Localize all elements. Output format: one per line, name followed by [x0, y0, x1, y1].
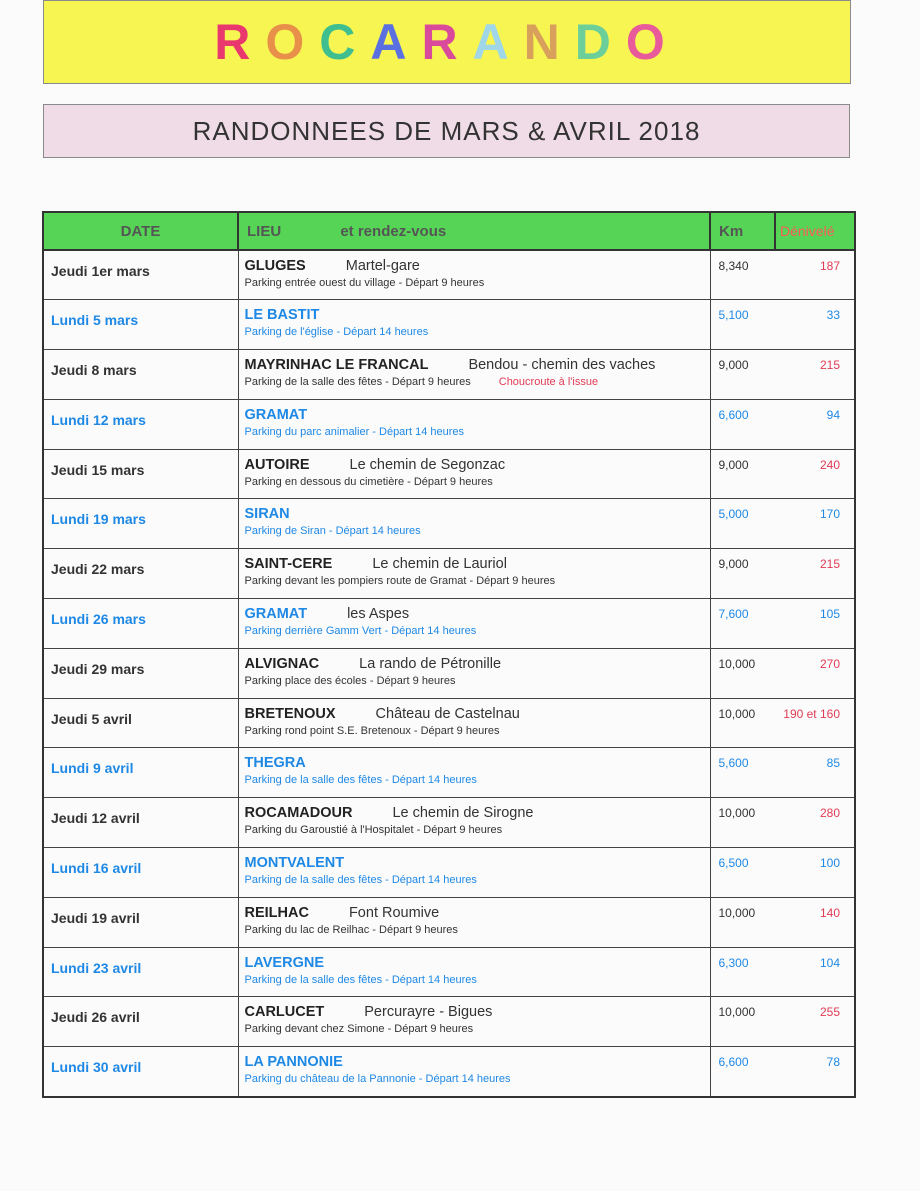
brand-letter: R [214, 14, 266, 70]
row-parking-line [245, 277, 710, 289]
row-lieu-line [245, 1054, 710, 1070]
row-km: 5,000 [710, 499, 775, 549]
row-lieu-line [245, 307, 710, 323]
row-note: Choucroute à l'issue [498, 376, 599, 389]
row-parking: Parking de la salle des fêtes - Départ 14 heures [244, 774, 477, 787]
row-km: 7,600 [710, 599, 775, 649]
header-lieu-sub: et rendez-vous [340, 222, 447, 240]
row-date: Jeudi 19 avril [43, 897, 238, 947]
row-lieu-name: GRAMAT [244, 406, 308, 423]
schedule-table-container [42, 211, 854, 1098]
row-lieu-detail: Le chemin de Lauriol [372, 556, 507, 573]
header-lieu [238, 212, 710, 250]
row-lieu-cell [238, 648, 710, 698]
row-denivele: 187 [775, 250, 855, 300]
row-date: Lundi 26 mars [43, 599, 238, 649]
table-row [43, 300, 855, 350]
row-lieu-line [245, 755, 710, 771]
row-denivele: 105 [775, 599, 855, 649]
row-date: Lundi 30 avril [43, 1047, 238, 1097]
row-lieu-line [245, 258, 710, 274]
table-row [43, 549, 855, 599]
table-row [43, 748, 855, 798]
row-parking-line [245, 625, 710, 637]
row-lieu-name: MONTVALENT [244, 855, 345, 872]
row-parking: Parking place des écoles - Départ 9 heures [244, 674, 456, 687]
row-lieu-cell [238, 897, 710, 947]
row-lieu-line [245, 457, 710, 473]
row-date: Jeudi 12 avril [43, 798, 238, 848]
row-lieu-detail: Percurayre - Bigues [364, 1004, 493, 1021]
brand-title [214, 13, 680, 71]
table-row [43, 250, 855, 300]
row-km: 10,000 [710, 997, 775, 1047]
row-km: 10,000 [710, 648, 775, 698]
row-denivele: 215 [775, 549, 855, 599]
row-km: 9,000 [710, 549, 775, 599]
row-denivele: 170 [775, 499, 855, 549]
row-parking-line [245, 476, 710, 488]
table-row [43, 350, 855, 400]
row-parking: Parking de la salle des fêtes - Départ 14 heures [244, 973, 477, 986]
row-lieu-cell [238, 698, 710, 748]
row-lieu-line [245, 955, 710, 971]
row-lieu-detail: La rando de Pétronille [359, 655, 502, 672]
row-parking: Parking rond point S.E. Bretenoux - Départ 9 heures [244, 724, 500, 737]
row-date: Lundi 9 avril [43, 748, 238, 798]
row-lieu-detail: Font Roumive [348, 904, 440, 921]
row-lieu-cell [238, 350, 710, 400]
row-lieu-line [245, 506, 710, 522]
row-parking: Parking derrière Gamm Vert - Départ 14 heures [244, 625, 477, 638]
table-row [43, 499, 855, 549]
row-km: 6,300 [710, 947, 775, 997]
row-date: Lundi 16 avril [43, 848, 238, 898]
row-denivele: 33 [775, 300, 855, 350]
brand-letter: A [370, 14, 422, 70]
row-km: 9,000 [710, 350, 775, 400]
row-parking-line [245, 974, 710, 986]
row-lieu-name: MAYRINHAC LE FRANCAL [244, 357, 429, 374]
row-lieu-detail: Château de Castelnau [375, 705, 520, 722]
row-lieu-cell [238, 399, 710, 449]
row-parking: Parking du Garoustié à l'Hospitalet - Départ 9 heures [244, 824, 503, 837]
row-date: Jeudi 5 avril [43, 698, 238, 748]
row-parking-line [245, 874, 710, 886]
brand-letter: O [625, 14, 680, 70]
row-denivele: 240 [775, 449, 855, 499]
row-km: 5,100 [710, 300, 775, 350]
row-km: 6,600 [710, 1047, 775, 1097]
row-lieu-line [245, 656, 710, 672]
row-lieu-name: THEGRA [244, 755, 306, 772]
row-km: 9,000 [710, 449, 775, 499]
row-date: Jeudi 15 mars [43, 449, 238, 499]
row-date: Lundi 12 mars [43, 399, 238, 449]
row-denivele: 215 [775, 350, 855, 400]
row-lieu-name: GRAMAT [244, 606, 308, 623]
row-lieu-detail: les Aspes [347, 606, 410, 623]
row-lieu-name: BRETENOUX [244, 705, 336, 722]
row-lieu-cell [238, 549, 710, 599]
row-parking: Parking de l'église - Départ 14 heures [244, 326, 429, 339]
row-lieu-name: SIRAN [244, 506, 290, 523]
row-lieu-cell [238, 848, 710, 898]
row-denivele: 78 [775, 1047, 855, 1097]
row-parking-line [245, 725, 710, 737]
row-lieu-cell [238, 798, 710, 848]
brand-letter: O [265, 14, 320, 70]
brand-letter: R [421, 14, 473, 70]
brand-banner [43, 0, 851, 84]
row-lieu-line [245, 1004, 710, 1020]
row-lieu-line [245, 805, 710, 821]
row-lieu-cell [238, 748, 710, 798]
row-lieu-line [245, 556, 710, 572]
row-parking-line [245, 376, 710, 388]
row-lieu-name: LA PANNONIE [244, 1054, 343, 1071]
row-denivele: 190 et 160 [775, 698, 855, 748]
table-row [43, 997, 855, 1047]
row-parking-line [245, 525, 710, 537]
row-km: 10,000 [710, 897, 775, 947]
row-parking: Parking en dessous du cimetière - Départ 9 heures [244, 475, 493, 488]
row-lieu-cell [238, 947, 710, 997]
table-body [43, 250, 855, 1097]
row-km: 10,000 [710, 698, 775, 748]
table-header-row [43, 212, 855, 250]
row-date: Jeudi 26 avril [43, 997, 238, 1047]
row-lieu-line [245, 407, 710, 423]
table-row [43, 698, 855, 748]
row-date: Jeudi 29 mars [43, 648, 238, 698]
header-lieu-label: LIEU [247, 222, 282, 240]
row-lieu-name: LAVERGNE [244, 954, 324, 971]
row-lieu-detail: Le chemin de Sirogne [392, 805, 534, 822]
row-denivele: 100 [775, 848, 855, 898]
subtitle-text: RANDONNEES DE MARS & AVRIL 2018 [192, 115, 701, 146]
row-parking-line [245, 326, 710, 338]
brand-letter: C [319, 14, 371, 70]
row-parking: Parking du lac de Reilhac - Départ 9 heures [244, 923, 458, 936]
row-km: 8,340 [710, 250, 775, 300]
row-lieu-detail: Bendou - chemin des vaches [468, 357, 656, 374]
row-lieu-detail: Le chemin de Segonzac [349, 456, 506, 473]
row-lieu-name: REILHAC [244, 904, 309, 921]
row-lieu-cell [238, 449, 710, 499]
header-date: DATE [43, 212, 238, 250]
row-parking-line [245, 824, 710, 836]
row-parking: Parking entrée ouest du village - Départ 9 heures [244, 277, 485, 289]
row-lieu-name: LE BASTIT [244, 307, 320, 324]
table-row [43, 399, 855, 449]
table-row [43, 848, 855, 898]
row-lieu-name: ROCAMADOUR [244, 805, 353, 822]
subtitle-banner [43, 104, 850, 158]
row-lieu-line [245, 855, 710, 871]
row-lieu-cell [238, 300, 710, 350]
row-date: Lundi 19 mars [43, 499, 238, 549]
row-lieu-line [245, 357, 710, 373]
row-parking-line [245, 575, 710, 587]
row-denivele: 104 [775, 947, 855, 997]
brand-letter: A [472, 14, 524, 70]
row-denivele: 140 [775, 897, 855, 947]
row-lieu-line [245, 706, 710, 722]
row-parking: Parking devant les pompiers route de Gramat - Départ 9 heures [244, 575, 556, 588]
header-denivele: Dénivelé [775, 212, 855, 250]
row-denivele: 255 [775, 997, 855, 1047]
table-row [43, 947, 855, 997]
row-lieu-cell [238, 599, 710, 649]
row-denivele: 85 [775, 748, 855, 798]
row-parking: Parking devant chez Simone - Départ 9 heures [244, 1023, 474, 1036]
row-parking-line [245, 774, 710, 786]
table-row [43, 798, 855, 848]
row-lieu-cell [238, 250, 710, 300]
row-denivele: 270 [775, 648, 855, 698]
row-date: Jeudi 22 mars [43, 549, 238, 599]
row-denivele: 280 [775, 798, 855, 848]
brand-letter: D [574, 14, 626, 70]
row-parking: Parking de la salle des fêtes - Départ 14 heures [244, 874, 477, 887]
row-parking-line [245, 1073, 710, 1085]
row-parking: Parking du parc animalier - Départ 14 heures [244, 425, 465, 438]
row-lieu-name: CARLUCET [244, 1004, 325, 1021]
row-lieu-line [245, 606, 710, 622]
table-row [43, 897, 855, 947]
row-km: 6,600 [710, 399, 775, 449]
row-date: Jeudi 8 mars [43, 350, 238, 400]
table-row [43, 648, 855, 698]
row-km: 6,500 [710, 848, 775, 898]
row-lieu-name: SAINT-CERE [244, 556, 333, 573]
row-parking: Parking de la salle des fêtes - Départ 9 heures [244, 376, 471, 389]
table-row [43, 1047, 855, 1097]
row-lieu-cell [238, 499, 710, 549]
row-lieu-line [245, 905, 710, 921]
row-lieu-cell [238, 1047, 710, 1097]
row-km: 10,000 [710, 798, 775, 848]
row-date: Jeudi 1er mars [43, 250, 238, 300]
row-denivele: 94 [775, 399, 855, 449]
row-km: 5,600 [710, 748, 775, 798]
row-lieu-detail: Martel-gare [345, 258, 420, 274]
row-parking-line [245, 426, 710, 438]
row-lieu-cell [238, 997, 710, 1047]
row-lieu-name: ALVIGNAC [244, 655, 320, 672]
table-row [43, 449, 855, 499]
row-date: Lundi 5 mars [43, 300, 238, 350]
row-lieu-name: GLUGES [244, 258, 306, 274]
brand-letter: N [523, 14, 575, 70]
row-date: Lundi 23 avril [43, 947, 238, 997]
header-km: Km [710, 212, 775, 250]
row-parking-line [245, 675, 710, 687]
row-parking: Parking du château de la Pannonie - Départ 14 heures [244, 1073, 511, 1086]
row-parking-line [245, 924, 710, 936]
table-row [43, 599, 855, 649]
row-parking-line [245, 1023, 710, 1035]
row-lieu-name: AUTOIRE [244, 456, 310, 473]
row-parking: Parking de Siran - Départ 14 heures [244, 525, 421, 538]
schedule-table [42, 211, 856, 1098]
